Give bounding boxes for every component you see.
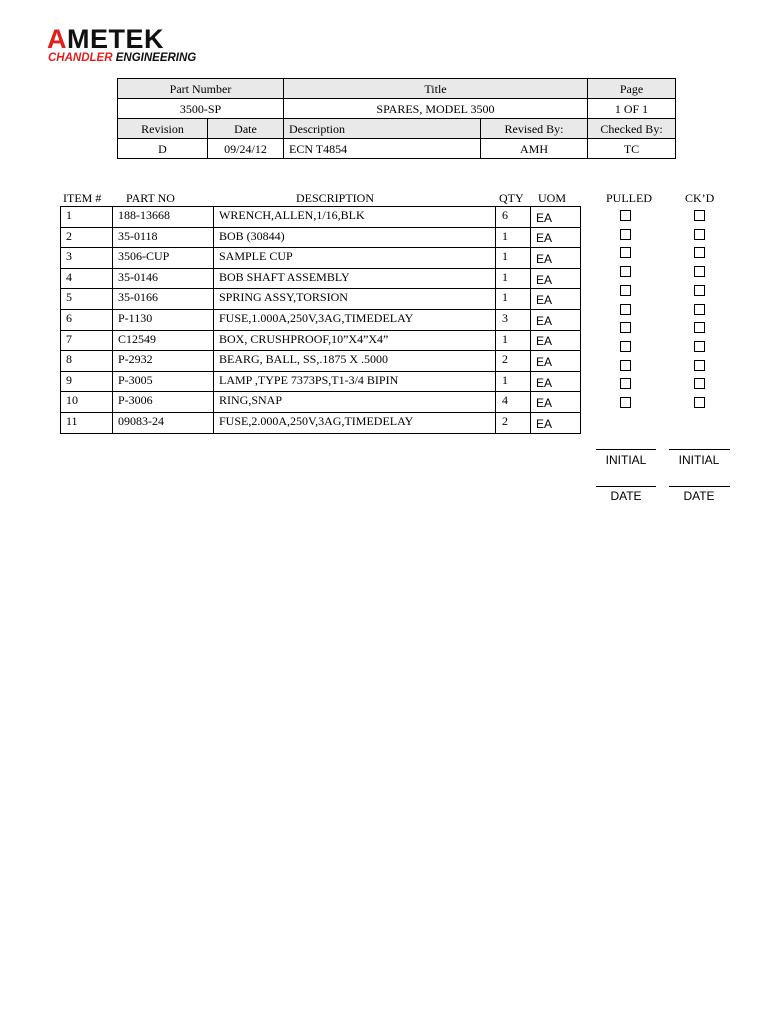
item-number-cell: 3	[61, 248, 113, 269]
description-cell: LAMP ,TYPE 7373PS,T1-3/4 BIPIN	[214, 371, 496, 392]
item-number-cell: 10	[61, 392, 113, 413]
col-description-heading: DESCRIPTION	[296, 191, 375, 205]
ckd-date-line	[669, 486, 730, 487]
pulled-checkbox[interactable]	[620, 341, 631, 352]
item-number-cell: 9	[61, 371, 113, 392]
qty-cell: 1	[496, 371, 531, 392]
description-cell: WRENCH,ALLEN,1/16,BLK	[214, 207, 496, 228]
uom-cell: EA	[531, 371, 581, 392]
description-cell: SPRING ASSY,TORSION	[214, 289, 496, 310]
revision-label: Revision	[118, 119, 208, 139]
item-number-cell: 8	[61, 351, 113, 372]
qty-cell: 2	[496, 412, 531, 433]
pulled-checkbox[interactable]	[620, 397, 631, 408]
pulled-checkbox[interactable]	[620, 247, 631, 258]
uom-cell: EA	[531, 330, 581, 351]
uom-cell: EA	[531, 289, 581, 310]
table-row	[61, 351, 581, 372]
part-number-cell: P-2932	[113, 351, 214, 372]
ckd-initial-label: INITIAL	[678, 453, 720, 467]
part-number-cell: C12549	[113, 330, 214, 351]
item-number-cell: 6	[61, 309, 113, 330]
item-number-cell: 1	[61, 207, 113, 228]
col-ckd-heading: CK’D	[685, 191, 715, 205]
qty-cell: 1	[496, 289, 531, 310]
logo-wordmark: AMETEK	[47, 24, 164, 54]
checked-by-value: TC	[588, 139, 676, 159]
logo-subtitle: CHANDLER ENGINEERING	[48, 52, 197, 64]
qty-cell: 3	[496, 309, 531, 330]
part-number-cell: 35-0118	[113, 227, 214, 248]
ckd-checkbox[interactable]	[694, 285, 705, 296]
title-label: Title	[284, 79, 588, 99]
table-row	[61, 289, 581, 310]
table-row	[61, 330, 581, 351]
pulled-checkbox[interactable]	[620, 210, 631, 221]
description-cell: BOB SHAFT ASSEMBLY	[214, 268, 496, 289]
description-cell: RING,SNAP	[214, 392, 496, 413]
page-value: 1 OF 1	[588, 99, 676, 119]
pulled-checkbox[interactable]	[620, 229, 631, 240]
page-label: Page	[588, 79, 676, 99]
description-label: Description	[284, 119, 481, 139]
part-number-cell: 09083-24	[113, 412, 214, 433]
item-number-cell: 4	[61, 268, 113, 289]
part-number-cell: P-3005	[113, 371, 214, 392]
part-number-cell: P-3006	[113, 392, 214, 413]
item-number-cell: 2	[61, 227, 113, 248]
qty-cell: 6	[496, 207, 531, 228]
qty-cell: 2	[496, 351, 531, 372]
col-qty-heading: QTY	[499, 191, 524, 205]
ckd-checkbox[interactable]	[694, 229, 705, 240]
revised-by-label: Revised By:	[481, 119, 588, 139]
document-header-table	[117, 78, 676, 159]
description-cell: FUSE,2.000A,250V,3AG,TIMEDELAY	[214, 412, 496, 433]
ckd-checkbox[interactable]	[694, 247, 705, 258]
ckd-checkbox[interactable]	[694, 378, 705, 389]
table-row	[61, 412, 581, 433]
part-number-value: 3500-SP	[118, 99, 284, 119]
table-row	[61, 309, 581, 330]
item-number-cell: 5	[61, 289, 113, 310]
qty-cell: 1	[496, 227, 531, 248]
pulled-checkbox[interactable]	[620, 266, 631, 277]
col-uom-heading: UOM	[538, 191, 567, 205]
uom-cell: EA	[531, 351, 581, 372]
pulled-date-label: DATE	[610, 489, 642, 503]
description-value: ECN T4854	[284, 139, 481, 159]
qty-cell: 1	[496, 330, 531, 351]
ckd-checkbox[interactable]	[694, 210, 705, 221]
qty-cell: 1	[496, 268, 531, 289]
part-number-cell: 35-0146	[113, 268, 214, 289]
pulled-checkbox[interactable]	[620, 285, 631, 296]
table-row	[61, 371, 581, 392]
pulled-initial-label: INITIAL	[605, 453, 647, 467]
pulled-checkbox[interactable]	[620, 378, 631, 389]
pulled-date-line	[596, 486, 656, 487]
pulled-checkbox[interactable]	[620, 304, 631, 315]
part-number-cell: 3506-CUP	[113, 248, 214, 269]
col-pulled-heading: PULLED	[606, 191, 652, 205]
table-row	[61, 392, 581, 413]
revision-value: D	[118, 139, 208, 159]
uom-cell: EA	[531, 309, 581, 330]
item-number-cell: 7	[61, 330, 113, 351]
qty-cell: 1	[496, 248, 531, 269]
table-row	[61, 268, 581, 289]
description-cell: BEARG, BALL, SS,.1875 X .5000	[214, 351, 496, 372]
qty-cell: 4	[496, 392, 531, 413]
uom-cell: EA	[531, 392, 581, 413]
part-number-cell: 35-0166	[113, 289, 214, 310]
uom-cell: EA	[531, 268, 581, 289]
part-number-cell: P-1130	[113, 309, 214, 330]
part-number-cell: 188-13668	[113, 207, 214, 228]
checked-by-label: Checked By:	[588, 119, 676, 139]
col-part-no-heading: PART NO	[126, 191, 175, 205]
pulled-initial-line	[596, 449, 656, 450]
description-cell: BOB (30844)	[214, 227, 496, 248]
table-row	[61, 248, 581, 269]
ckd-checkbox[interactable]	[694, 304, 705, 315]
table-row	[61, 207, 581, 228]
uom-cell: EA	[531, 248, 581, 269]
parts-table	[60, 206, 581, 434]
ametek-logo	[47, 26, 207, 66]
title-value: SPARES, MODEL 3500	[284, 99, 588, 119]
date-label: Date	[208, 119, 284, 139]
description-cell: FUSE,1.000A,250V,3AG,TIMEDELAY	[214, 309, 496, 330]
date-value: 09/24/12	[208, 139, 284, 159]
part-number-label: Part Number	[118, 79, 284, 99]
uom-cell: EA	[531, 207, 581, 228]
ckd-checkbox[interactable]	[694, 360, 705, 371]
col-item-heading: ITEM #	[63, 191, 102, 205]
ckd-checkbox[interactable]	[694, 266, 705, 277]
pulled-checkbox[interactable]	[620, 360, 631, 371]
ckd-checkbox[interactable]	[694, 397, 705, 408]
ckd-date-label: DATE	[683, 489, 715, 503]
revised-by-value: AMH	[481, 139, 588, 159]
uom-cell: EA	[531, 227, 581, 248]
table-row	[61, 227, 581, 248]
uom-cell: EA	[531, 412, 581, 433]
pulled-checkbox[interactable]	[620, 322, 631, 333]
ckd-checkbox[interactable]	[694, 322, 705, 333]
description-cell: SAMPLE CUP	[214, 248, 496, 269]
ckd-checkbox[interactable]	[694, 341, 705, 352]
description-cell: BOX, CRUSHPROOF,10”X4”X4”	[214, 330, 496, 351]
item-number-cell: 11	[61, 412, 113, 433]
ckd-initial-line	[669, 449, 730, 450]
